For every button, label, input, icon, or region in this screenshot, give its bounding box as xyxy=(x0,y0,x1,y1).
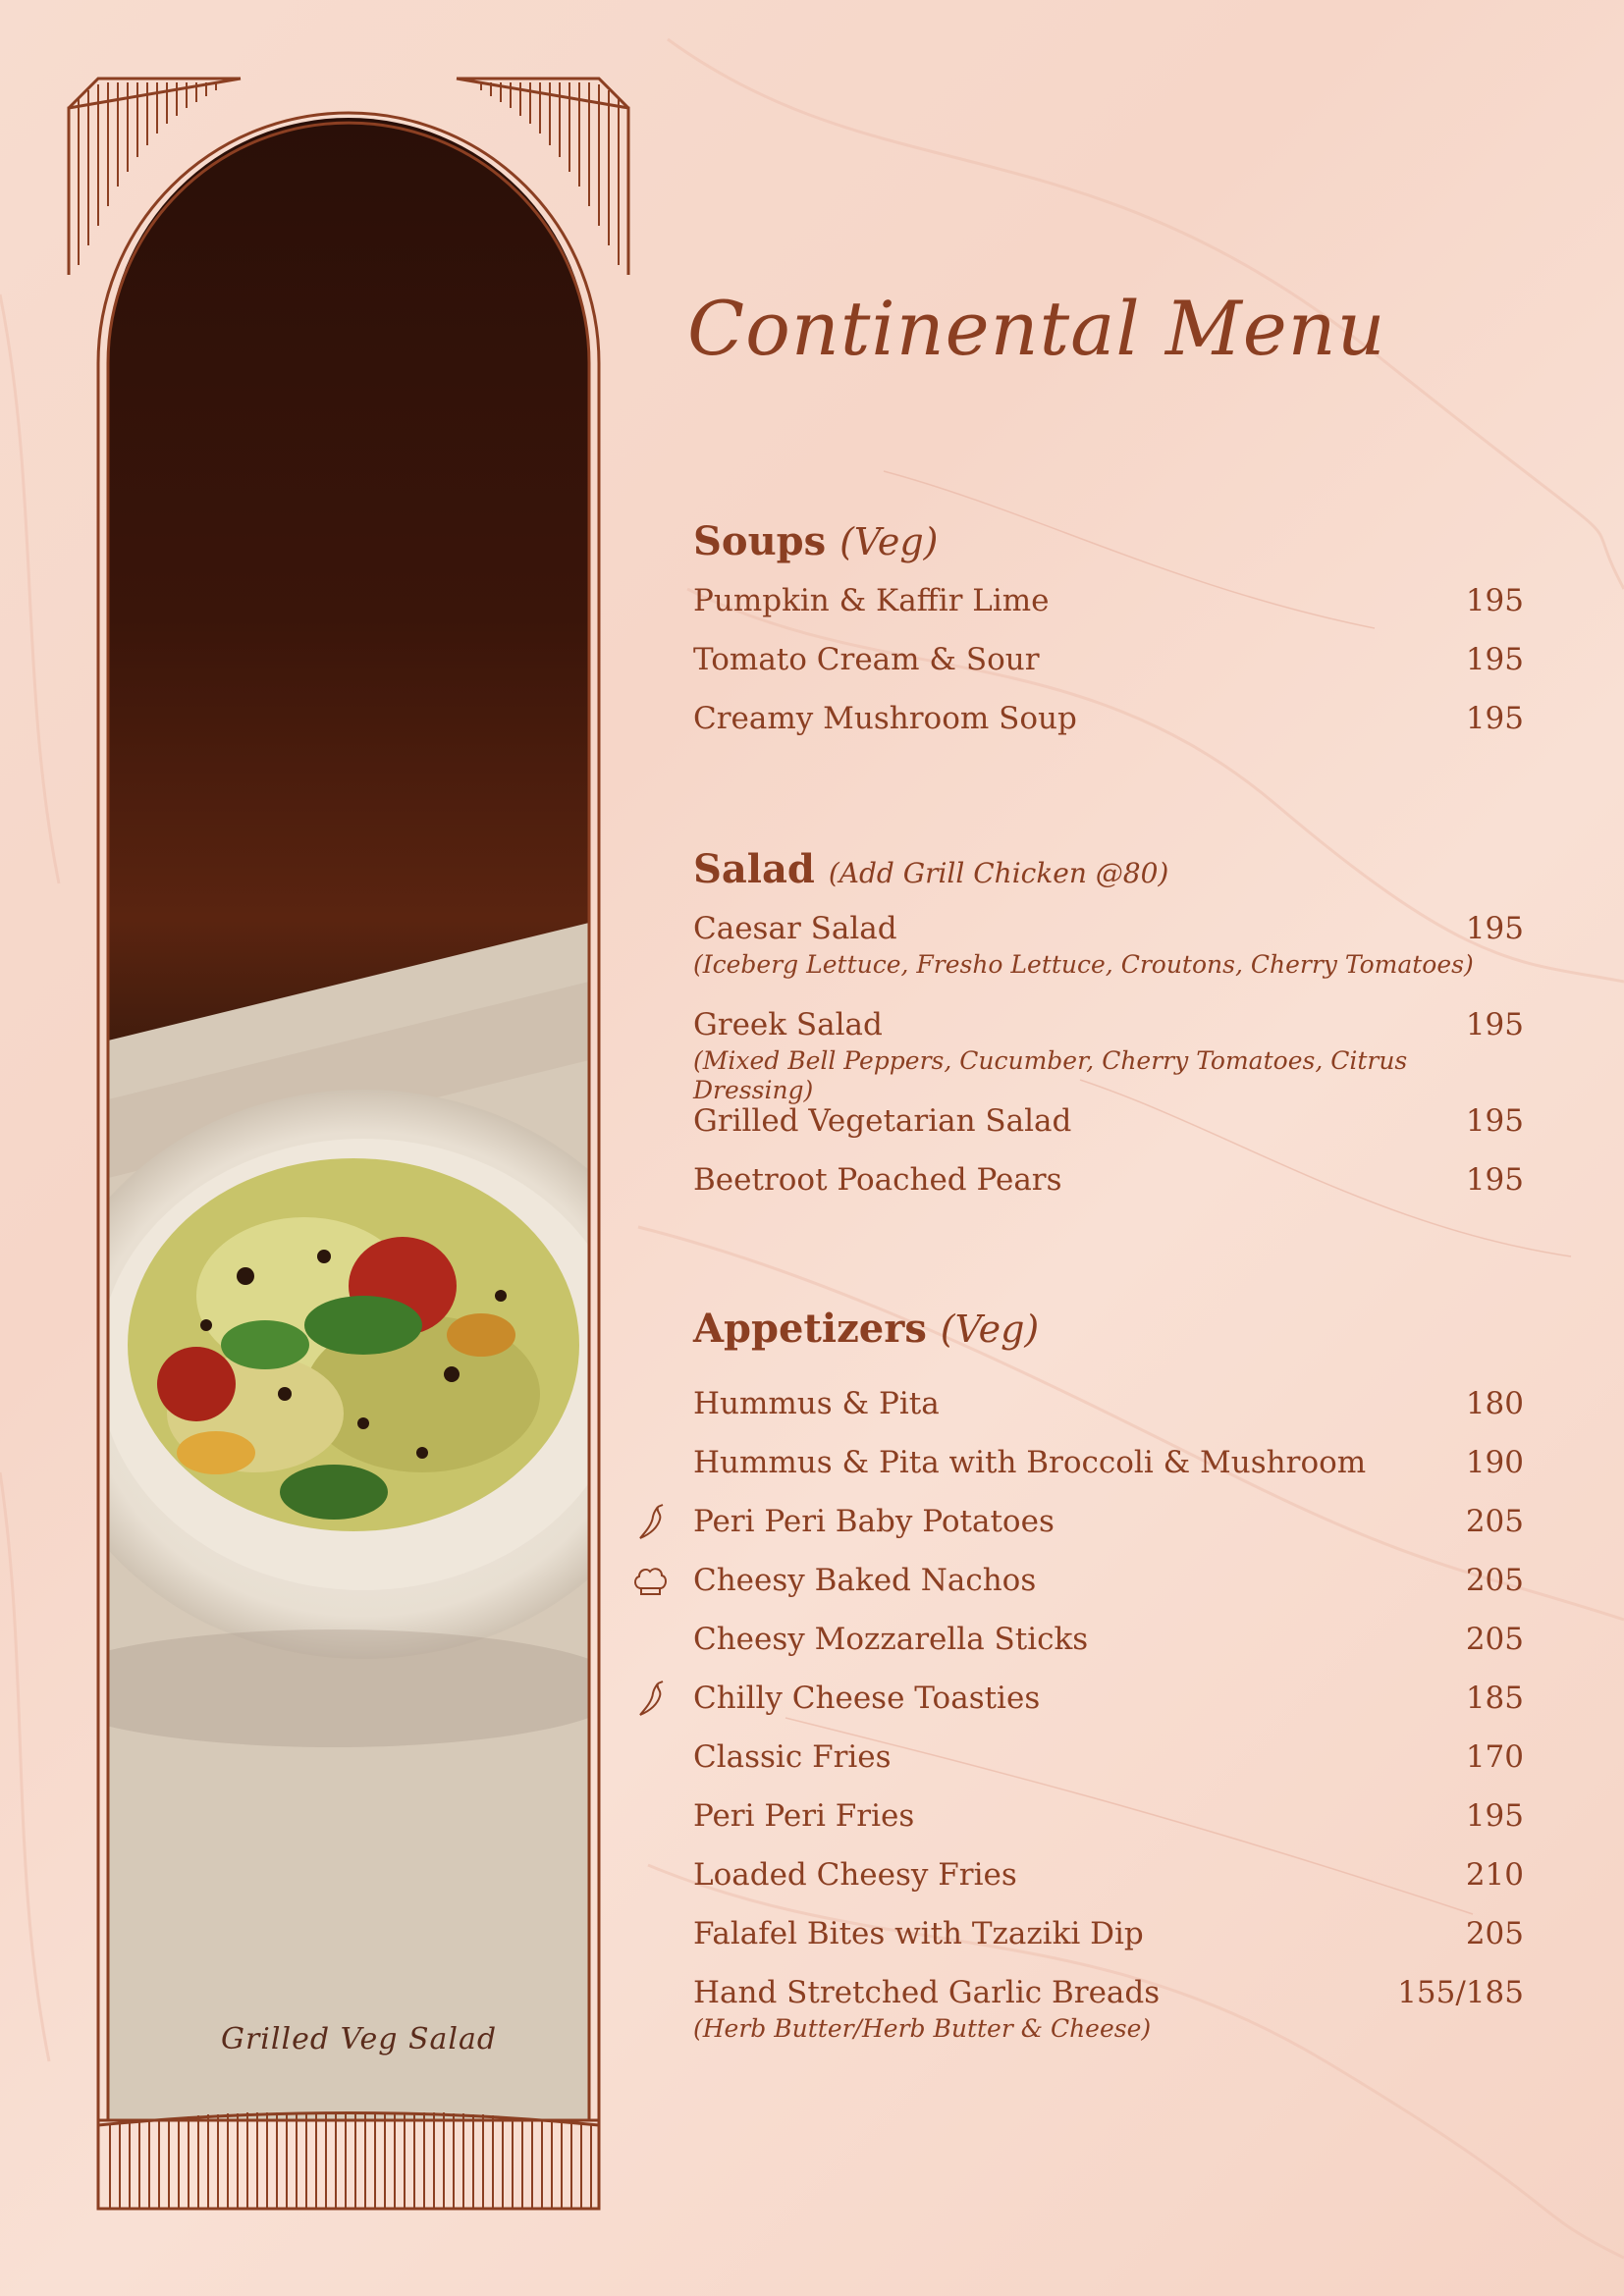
item-price: 190 xyxy=(1465,1445,1524,1480)
item-name: Grilled Vegetarian Salad xyxy=(693,1103,1072,1139)
menu-item xyxy=(693,1092,1524,1150)
item-price: 180 xyxy=(1465,1386,1524,1421)
item-price: 195 xyxy=(1465,1103,1524,1139)
item-name: Hummus & Pita with Broccoli & Mushroom xyxy=(693,1445,1367,1480)
menu-item xyxy=(693,1963,1524,2059)
item-description: (Mixed Bell Peppers, Cucumber, Cherry Tomatoes, Citrus Dressing) xyxy=(693,1046,1408,1104)
item-name: Hand Stretched Garlic Breads xyxy=(693,1975,1161,2010)
item-description: (Herb Butter/Herb Butter & Cheese) xyxy=(693,2014,1152,2043)
item-price: 170 xyxy=(1465,1739,1524,1775)
section-heading xyxy=(693,840,1524,899)
arch-frame xyxy=(59,69,638,2228)
chilli-icon xyxy=(632,1504,670,1541)
menu-item xyxy=(693,899,1524,995)
menu-item xyxy=(693,571,1524,630)
chilli-icon xyxy=(632,1681,670,1718)
section-heading xyxy=(693,1300,1524,1359)
heading-text: Soups xyxy=(693,518,827,564)
item-price: 195 xyxy=(1465,1162,1524,1198)
item-price: 195 xyxy=(1465,701,1524,736)
menu-item xyxy=(693,1150,1524,1209)
heading-note: (Add Grill Chicken @80) xyxy=(828,857,1169,889)
item-name: Cheesy Mozzarella Sticks xyxy=(693,1622,1089,1657)
item-description: (Iceberg Lettuce, Fresho Lettuce, Croutons, Cherry Tomatoes) xyxy=(693,950,1474,979)
item-name: Peri Peri Baby Potatoes xyxy=(693,1504,1055,1539)
menu-item xyxy=(693,630,1524,689)
item-price: 205 xyxy=(1465,1504,1524,1539)
menu-item xyxy=(693,689,1524,748)
menu-item xyxy=(693,1492,1524,1551)
item-price: 205 xyxy=(1465,1622,1524,1657)
section-soups xyxy=(693,512,1524,748)
item-price: 205 xyxy=(1465,1563,1524,1598)
item-price: 195 xyxy=(1465,911,1524,946)
item-name: Chilly Cheese Toasties xyxy=(693,1681,1041,1716)
menu-item xyxy=(693,1610,1524,1669)
menu-item xyxy=(693,1669,1524,1728)
item-name: Peri Peri Fries xyxy=(693,1798,915,1834)
menu-item xyxy=(693,1374,1524,1433)
item-name: Classic Fries xyxy=(693,1739,892,1775)
menu-item xyxy=(693,1845,1524,1904)
item-price: 195 xyxy=(1465,1798,1524,1834)
item-name: Pumpkin & Kaffir Lime xyxy=(693,583,1050,618)
item-price: 195 xyxy=(1465,583,1524,618)
item-price: 210 xyxy=(1465,1857,1524,1893)
section-salad xyxy=(693,840,1524,1209)
chef-hat-icon xyxy=(628,1563,672,1600)
item-name: Caesar Salad xyxy=(693,911,897,946)
section-heading xyxy=(693,512,1524,571)
menu-item xyxy=(693,1904,1524,1963)
heading-note: (Veg) xyxy=(839,520,939,563)
item-name: Tomato Cream & Sour xyxy=(693,642,1040,677)
menu-item xyxy=(693,995,1524,1104)
heading-text: Salad xyxy=(693,846,815,892)
item-price: 185 xyxy=(1465,1681,1524,1716)
item-price: 195 xyxy=(1465,642,1524,677)
item-price: 195 xyxy=(1465,1007,1524,1042)
heading-text: Appetizers xyxy=(693,1306,927,1352)
photo-caption: Grilled Veg Salad xyxy=(221,2022,498,2056)
item-name: Greek Salad xyxy=(693,1007,883,1042)
item-name: Beetroot Poached Pears xyxy=(693,1162,1062,1198)
menu-title: Continental Menu xyxy=(687,285,1386,372)
heading-note: (Veg) xyxy=(940,1308,1040,1351)
item-name: Loaded Cheesy Fries xyxy=(693,1857,1017,1893)
item-name: Cheesy Baked Nachos xyxy=(693,1563,1037,1598)
item-name: Hummus & Pita xyxy=(693,1386,940,1421)
menu-item xyxy=(693,1433,1524,1492)
menu-item xyxy=(693,1728,1524,1787)
item-price: 155/185 xyxy=(1397,1975,1524,2010)
item-price: 205 xyxy=(1465,1916,1524,1951)
menu-item xyxy=(693,1551,1524,1610)
item-name: Creamy Mushroom Soup xyxy=(693,701,1077,736)
section-appetizers xyxy=(693,1300,1524,2059)
menu-item xyxy=(693,1787,1524,1845)
item-name: Falafel Bites with Tzaziki Dip xyxy=(693,1916,1144,1951)
